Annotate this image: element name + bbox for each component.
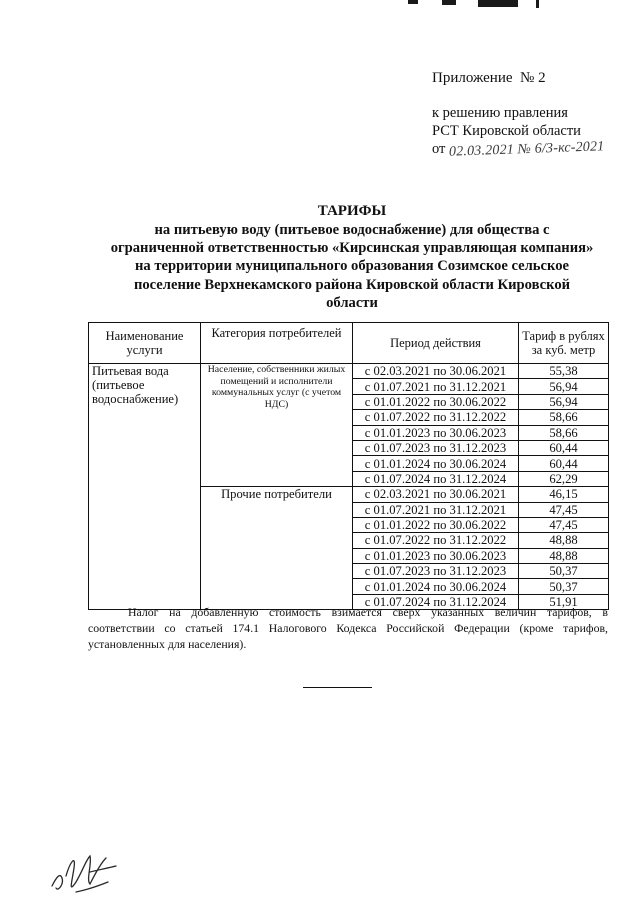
period-cell: с 01.07.2021 по 31.12.2021 — [353, 379, 519, 394]
period-cell: с 01.07.2022 по 31.12.2022 — [353, 533, 519, 548]
tariff-value-cell: 56,94 — [519, 379, 609, 394]
period-cell: с 01.07.2021 по 31.12.2021 — [353, 502, 519, 517]
consumer-category-cell: Прочие потребители — [201, 487, 353, 610]
subtitle-line: на территории муниципального образования Созимское сельское — [135, 258, 569, 275]
tariff-value-cell: 60,44 — [519, 456, 609, 471]
period-cell: с 01.07.2023 по 31.12.2023 — [353, 564, 519, 579]
table-row — [89, 364, 609, 379]
tariff-value-cell: 47,45 — [519, 517, 609, 532]
tariff-value-cell: 46,15 — [519, 487, 609, 502]
scan-artifact — [400, 0, 550, 8]
tariff-value-cell: 48,88 — [519, 548, 609, 563]
date-prefix: от — [432, 141, 446, 157]
closing-rule — [303, 687, 372, 688]
subtitle-line: поселение Верхнекамского района Кировской области Кировской — [133, 276, 571, 293]
handwritten-date-number: 02.03.2021 № 6/3-кс-2021 — [448, 139, 605, 160]
service-name-cell: Питьевая вода (питьевое водоснабжение) — [89, 364, 201, 610]
tariff-value-cell: 51,91 — [519, 594, 609, 609]
header-category: Категория потребителей — [201, 323, 353, 364]
header-period: Период действия — [353, 323, 519, 364]
decision-line: РСТ Кировской области — [432, 123, 581, 139]
tariff-value-cell: 50,37 — [519, 579, 609, 594]
tariff-table-body — [89, 364, 609, 610]
table-header-row — [89, 323, 609, 364]
header-service: Наименование услуги — [89, 323, 201, 364]
tariff-value-cell: 47,45 — [519, 502, 609, 517]
tariff-value-cell: 62,29 — [519, 471, 609, 486]
tariff-value-cell: 58,66 — [519, 410, 609, 425]
tariff-value-cell: 58,66 — [519, 425, 609, 440]
subtitle-line: ограниченной ответственностью «Кирсинская управляющая компания» — [110, 240, 594, 257]
vat-note: Налог на добавленную стоимость взимается сверх указанных величин тарифов, в соответствии со статьей 174.1 Налогового Кодекса Российской Федерации (кроме тарифов, установленных для населения). — [88, 605, 608, 651]
decision-line: к решению правления — [432, 105, 568, 121]
tariff-value-cell: 48,88 — [519, 533, 609, 548]
period-cell: с 01.01.2024 по 30.06.2024 — [353, 456, 519, 471]
period-cell: с 02.03.2021 по 30.06.2021 — [353, 364, 519, 379]
appendix-block — [432, 68, 632, 159]
period-cell: с 01.01.2024 по 30.06.2024 — [353, 579, 519, 594]
tariff-value-cell: 55,38 — [519, 364, 609, 379]
document-title: ТАРИФЫ — [317, 203, 387, 219]
decision-date-line — [432, 140, 632, 159]
period-cell: с 01.07.2023 по 31.12.2023 — [353, 440, 519, 455]
document-title-block — [90, 202, 614, 312]
header-tariff: Тариф в рублях за куб. метр — [519, 323, 609, 364]
tariff-value-cell: 56,94 — [519, 394, 609, 409]
subtitle-line: области — [326, 294, 378, 311]
period-cell: с 02.03.2021 по 30.06.2021 — [353, 487, 519, 502]
tariff-value-cell: 60,44 — [519, 440, 609, 455]
consumer-category-cell: Население, собственники жилых помещений и исполнители коммунальных услуг (с учетом НДС) — [201, 364, 353, 487]
subtitle-line: на питьевую воду (питьевое водоснабжение) для общества с — [154, 222, 550, 238]
tariff-table — [88, 322, 609, 610]
period-cell: с 01.01.2022 по 30.06.2022 — [353, 394, 519, 409]
tariff-value-cell: 50,37 — [519, 564, 609, 579]
appendix-number: Приложение № 2 — [432, 70, 546, 86]
period-cell: с 01.01.2022 по 30.06.2022 — [353, 517, 519, 532]
decision-reference — [432, 104, 632, 159]
period-cell: с 01.01.2023 по 30.06.2023 — [353, 548, 519, 563]
period-cell: с 01.07.2022 по 31.12.2022 — [353, 410, 519, 425]
period-cell: с 01.07.2024 по 31.12.2024 — [353, 594, 519, 609]
period-cell: с 01.01.2023 по 30.06.2023 — [353, 425, 519, 440]
signature — [46, 842, 126, 900]
period-cell: с 01.07.2024 по 31.12.2024 — [353, 471, 519, 486]
